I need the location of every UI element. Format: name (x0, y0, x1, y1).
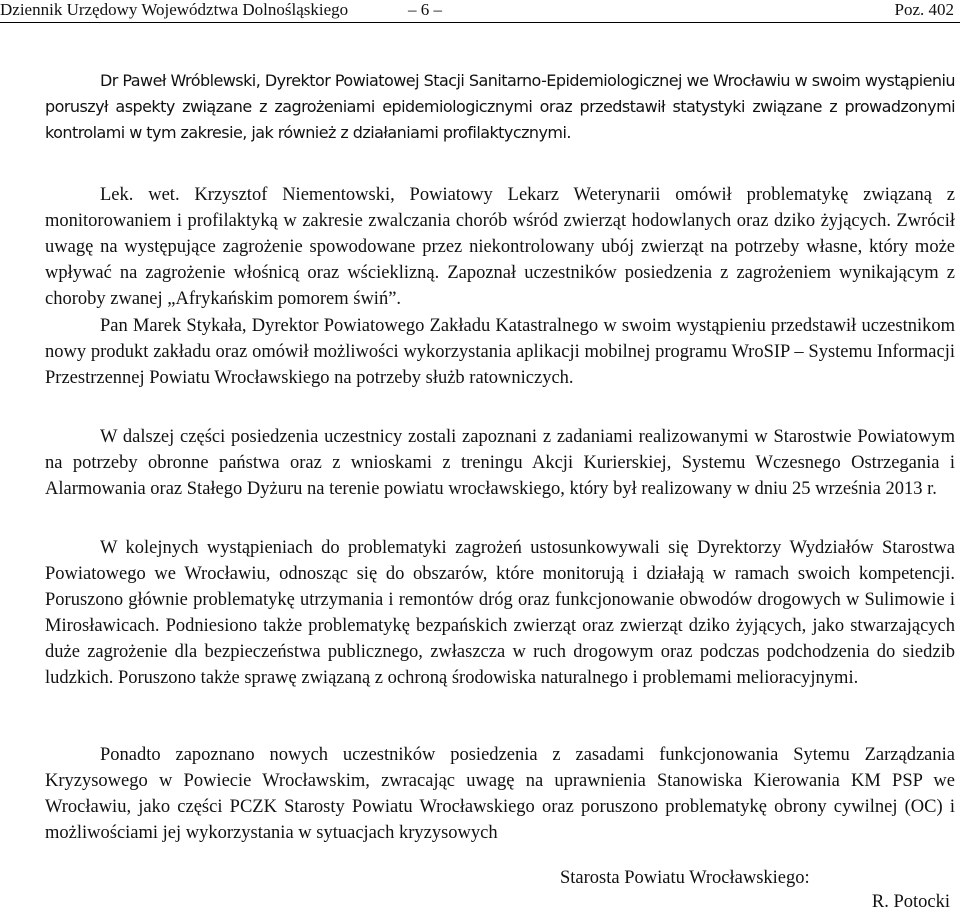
signature-title: Starosta Powiatu Wrocławskiego: (560, 868, 810, 888)
publication-title: Dziennik Urzędowy Województwa Dolnośląskiego (0, 0, 349, 19)
page-number: – 6 – (408, 0, 442, 19)
paragraph-sanepid: Dr Paweł Wróblewski, Dyrektor Powiatowej Stacji Sanitarno-Epidemiologicznej we Wrocławiu w swoim wystąpieniu poruszył aspekty związane z zagrożeniami epidemiologicznymi oraz przedstawił statystyki związane z prowadzonymi kontrolami w tym zakresie, jak również z działaniami profilaktycznymi. (45, 71, 955, 142)
signature-name: R. Potocki (871, 892, 950, 912)
paragraph-cadastral: Pan Marek Stykała, Dyrektor Powiatowego Zakładu Katastralnego w swoim wystąpieniu przedstawił uczestnikom nowy produkt zakładu oraz omówił możliwości wykorzystania aplikacji mobilnej programu WroSIP – Systemu Informacji Przestrzennej Powiatu Wrocławskiego na potrzeby służb ratowniczych. (45, 316, 955, 388)
paragraph-crisis-management: Ponadto zapoznano nowych uczestników posiedzenia z zasadami funkcjonowania Sytemu Zarządzania Kryzysowego w Powiecie Wrocławskim, zwracając uwagę na uprawnienia Stanowiska Kierowania KM PSP we Wrocławiu, jako części PCZK Starosty Powiatu Wrocławskiego oraz poruszono problematykę obrony cywilnej (OC) i możliwościami jej wykorzystania w sytuacjach kryzysowych (45, 745, 955, 843)
paragraph-defense-tasks: W dalszej części posiedzenia uczestnicy zostali zapoznani z zadaniami realizowanymi w Starostwie Powiatowym na potrzeby obronne państwa oraz z wnioskami z treningu Akcji Kurierskiej, Systemu Wczesnego Ostrzegania i Alarmowania oraz Stałego Dyżuru na terenie powiatu wrocławskiego, który był realizowany w dniu 25 września 2013 r. (45, 427, 955, 499)
page-header (0, 0, 960, 23)
position-number: Poz. 402 (894, 0, 954, 19)
paragraph-department-directors: W kolejnych wystąpieniach do problematyki zagrożeń ustosunkowywali się Dyrektorzy Wydziałów Starostwa Powiatowego we Wrocławiu, odnosząc się do obszarów, które monitorują i działają w ramach swoich kompetencji. Poruszono głównie problematykę utrzymania i remontów dróg oraz funkcjonowanie obwodów drogowych w Sulimowie i Mirosławicach. Podniesiono także problematykę bezpańskich zwierząt oraz zwierząt dziko żyjących, jako stwarzających duże zagrożenie dla bezpieczeństwa publicznego, zwłaszcza w ruch drogowym oraz podczas podchodzenia do siedzib ludzkich. Poruszono także sprawę związaną z ochroną środowiska naturalnego i problemami melioracyjnymi. (45, 538, 955, 688)
paragraph-veterinary: Lek. wet. Krzysztof Niementowski, Powiatowy Lekarz Weterynarii omówił problematykę związaną z monitorowaniem i profilaktyką w zakresie zwalczania chorób wśród zwierząt hodowlanych oraz dziko żyjących. Zwrócił uwagę na występujące zagrożenie spowodowane przez niekontrolowany ubój zwierząt na potrzeby własne, który może wpływać na zagrożenie włośnicą oraz wścieklizną. Zapoznał uczestników posiedzenia z zagrożeniem wynikającym z choroby zwanej „Afrykańskim pomorem świń”. (45, 185, 955, 309)
